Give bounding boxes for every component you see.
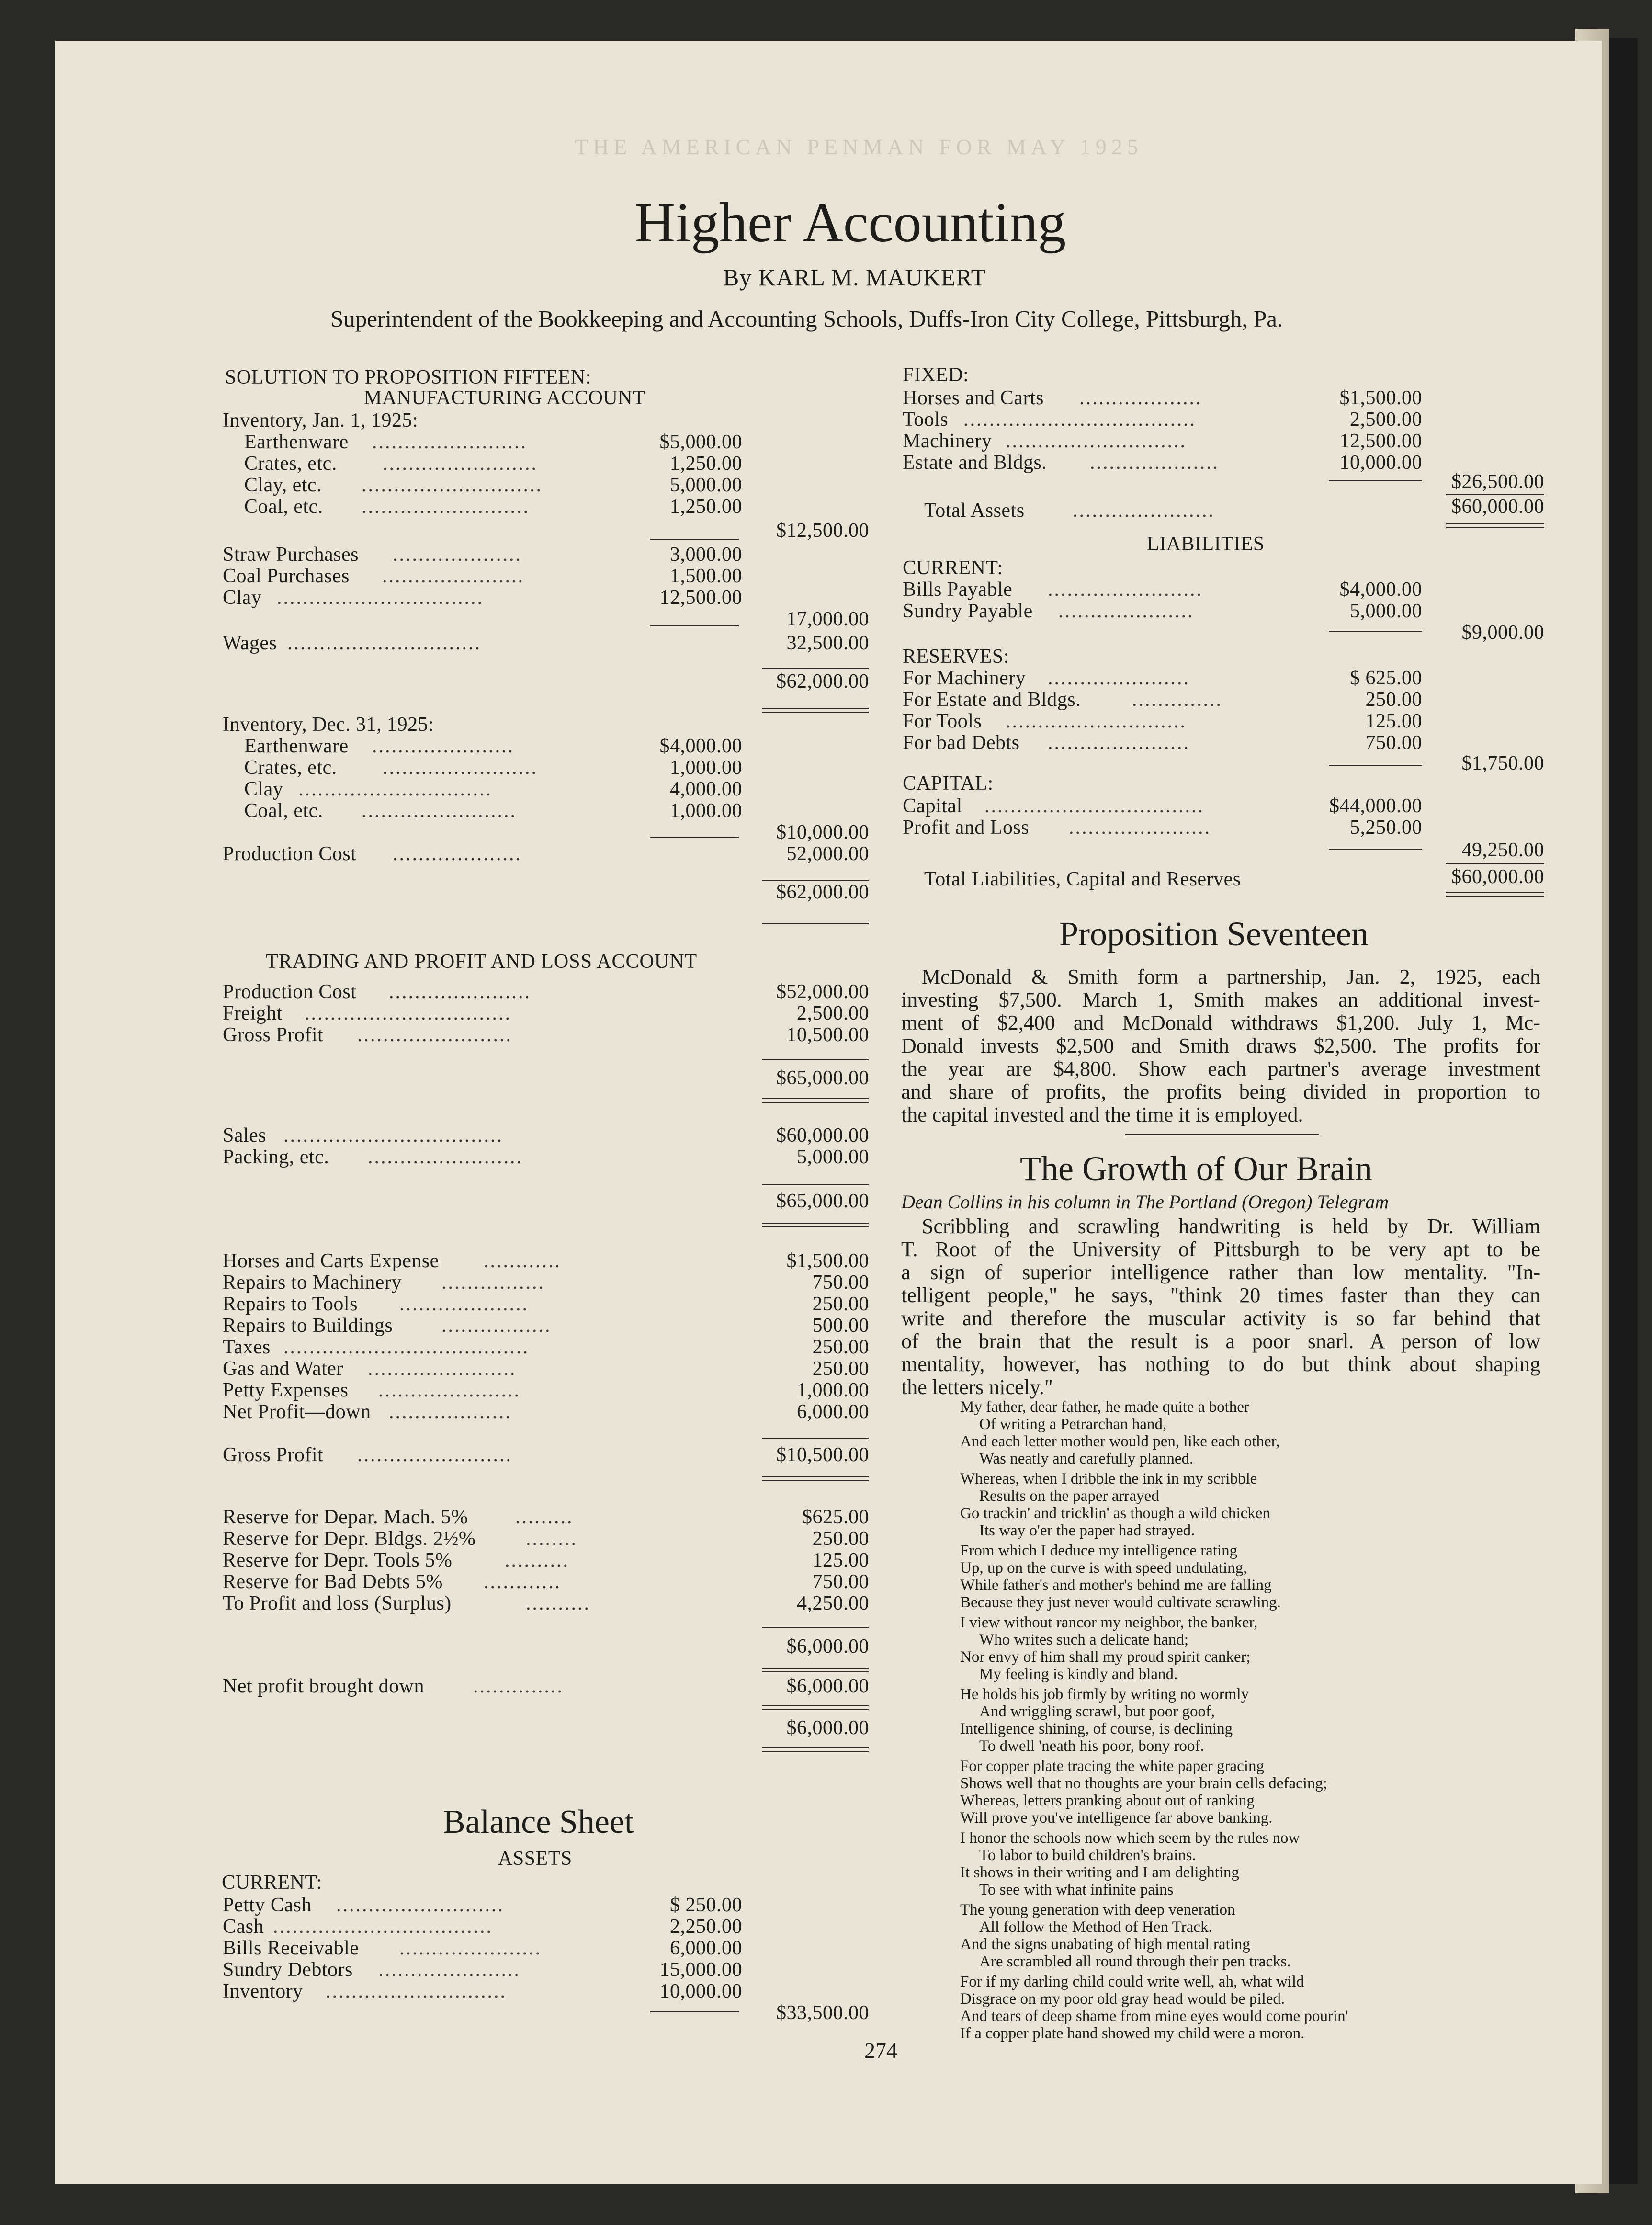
subtotal-rule <box>1329 631 1422 632</box>
ledger-label: Inventory, Jan. 1, 1925: <box>223 409 419 431</box>
ledger-label: Clay, etc. <box>244 474 322 496</box>
poem-line: All follow the Method of Hen Track. <box>979 1918 1212 1936</box>
leader-dots: ........................ <box>383 453 538 475</box>
ledger-label: Estate and Bldgs. <box>903 452 1047 474</box>
paragraph-line: Donald invests $2,500 and Smith draws $2,500. The profits for <box>901 1034 1540 1057</box>
amount-column-2: $62,000.00 <box>776 881 869 903</box>
leader-dots: ................... <box>389 1401 512 1423</box>
ledger-label: Freight <box>223 1002 283 1024</box>
poem-line: I view without rancor my neighbor, the banker, <box>960 1614 1258 1631</box>
current-liabilities-total: $9,000.00 <box>1461 622 1544 644</box>
poem-line: My feeling is kindly and bland. <box>979 1666 1178 1683</box>
subtotal-rule <box>1446 863 1544 864</box>
poem-line: Whereas, letters pranking about out of ranking <box>960 1792 1255 1809</box>
amount: 5,000.00 <box>1350 600 1422 622</box>
subtotal-rule <box>1446 494 1544 495</box>
poem-line: Disgrace on my poor old gray head would be piled. <box>960 1990 1285 2008</box>
poem-line: Of writing a Petrarchan hand, <box>979 1416 1167 1433</box>
reserves-total: $1,750.00 <box>1461 752 1544 774</box>
poem-line: Because they just never would cultivate scrawling. <box>960 1594 1281 1611</box>
leader-dots: ........ <box>526 1528 577 1550</box>
amount: 1,000.00 <box>797 1379 869 1401</box>
leader-dots: ...................... <box>378 1959 520 1981</box>
amount-column-1: 1,500.00 <box>670 565 742 587</box>
total-double-rule <box>762 1747 869 1752</box>
amount: 4,250.00 <box>797 1592 869 1614</box>
ledger-label: Inventory, Dec. 31, 1925: <box>223 714 434 736</box>
leader-dots: ........................ <box>362 800 517 822</box>
leader-dots: ..................... <box>1058 600 1194 622</box>
amount: 5,000.00 <box>797 1146 869 1168</box>
amount: 10,500.00 <box>786 1024 869 1046</box>
ledger-label: Bills Payable <box>903 579 1013 601</box>
manufacturing-heading-1: SOLUTION TO PROPOSITION FIFTEEN: <box>225 366 591 388</box>
leader-dots: ........................ <box>372 431 527 453</box>
paragraph-line: investing $7,500. March 1, Smith makes an additional invest- <box>901 988 1540 1011</box>
reserves-heading: RESERVES: <box>903 646 1009 668</box>
leader-dots: ...................... <box>1069 817 1211 839</box>
paragraph-line: McDonald & Smith form a partnership, Jan. 2, 1925, each <box>922 965 1540 988</box>
paragraph-line: write and therefore the muscular activity is so far behind that <box>901 1306 1540 1330</box>
ledger-label: Coal, etc. <box>244 496 323 518</box>
bleed-through-running-head: THE AMERICAN PENMAN FOR MAY 1925 <box>575 135 1143 159</box>
amount: 15,000.00 <box>659 1959 742 1981</box>
poem-line: If a copper plate hand showed my child were a moron. <box>960 2025 1305 2042</box>
amount: 750.00 <box>812 1571 869 1593</box>
leader-dots: ................. <box>441 1315 552 1337</box>
poem-line: And tears of deep shame from mine eyes would come pourin' <box>960 2008 1348 2025</box>
leader-dots: .................................... <box>963 409 1196 431</box>
ledger-label: Gross Profit <box>223 1024 324 1046</box>
current-assets-heading: CURRENT: <box>222 1872 322 1894</box>
subtotal-rule <box>762 1184 869 1185</box>
paragraph-line: ment of $2,400 and McDonald withdraws $1,200. July 1, Mc- <box>901 1011 1540 1034</box>
ledger-label: To Profit and loss (Surplus) <box>223 1592 452 1614</box>
leader-dots: .............. <box>1132 689 1222 711</box>
amount: $6,000.00 <box>786 1717 869 1739</box>
ledger-label: For Tools <box>903 710 982 732</box>
total-double-rule <box>762 1705 869 1710</box>
amount: 6,000.00 <box>670 1937 742 1959</box>
poem-line: Nor envy of him shall my proud spirit canker; <box>960 1648 1251 1666</box>
poem-line: I honor the schools now which seem by the rules now <box>960 1829 1300 1847</box>
poem-line: For copper plate tracing the white paper gracing <box>960 1758 1264 1775</box>
poem-line: From which I deduce my intelligence rating <box>960 1542 1238 1559</box>
ledger-label: Clay <box>244 778 283 800</box>
leader-dots: ............................ <box>1006 430 1187 452</box>
poem-line: Shows well that no thoughts are your brain cells defacing; <box>960 1775 1328 1792</box>
total-double-rule <box>762 1098 869 1103</box>
ledger-label: Gas and Water <box>223 1358 343 1380</box>
paragraph-line: of the brain that the result is a poor snarl. A person of low <box>901 1329 1540 1353</box>
ledger-label: Sundry Debtors <box>223 1959 353 1981</box>
total-double-rule <box>762 920 869 924</box>
ledger-label: Reserve for Bad Debts 5% <box>223 1571 443 1593</box>
ledger-label: Reserve for Depr. Bldgs. 2½% <box>223 1528 476 1550</box>
amount: 125.00 <box>1365 710 1422 732</box>
leader-dots: .......................... <box>336 1894 504 1916</box>
amount: $60,000.00 <box>776 1124 869 1147</box>
poem-line: Results on the paper arrayed <box>979 1487 1159 1505</box>
ledger-label: Petty Expenses <box>223 1379 349 1401</box>
amount: $65,000.00 <box>776 1067 869 1089</box>
fixed-assets-heading: FIXED: <box>903 364 969 386</box>
balance-sheet-title: Balance Sheet <box>443 1804 634 1840</box>
grand-total: $60,000.00 <box>1451 866 1544 888</box>
leader-dots: ................................ <box>277 587 484 609</box>
ledger-label: Straw Purchases <box>223 544 359 566</box>
paragraph-line: telligent people," he says, "think 20 times faster than they can <box>901 1283 1540 1307</box>
liabilities-heading: LIABILITIES <box>1147 533 1265 555</box>
amount: 500.00 <box>812 1315 869 1337</box>
brain-article-source: Dean Collins in his column in The Portland (Oregon) Telegram <box>901 1191 1389 1213</box>
subtotal-rule <box>762 880 869 881</box>
leader-dots: ............................ <box>1006 710 1187 732</box>
ledger-label: Earthenware <box>244 431 349 453</box>
subtotal-rule <box>762 1438 869 1439</box>
subtotal-rule <box>1329 849 1422 850</box>
leader-dots: ...................... <box>1048 732 1190 754</box>
poem-line: To dwell 'neath his poor, bony roof. <box>979 1737 1204 1755</box>
leader-dots: ........................ <box>1048 579 1203 601</box>
ledger-label: Packing, etc. <box>223 1146 329 1168</box>
amount-column-1: 1,250.00 <box>670 496 742 518</box>
ledger-label: Reserve for Depar. Mach. 5% <box>223 1506 468 1528</box>
amount-column-2: $62,000.00 <box>776 670 869 692</box>
ledger-label: Crates, etc. <box>244 757 337 779</box>
amount: $52,000.00 <box>776 981 869 1003</box>
ledger-label: Repairs to Tools <box>223 1293 358 1315</box>
ledger-label: Wages <box>223 632 277 654</box>
amount: 10,000.00 <box>1339 452 1422 474</box>
leader-dots: .................... <box>393 843 522 865</box>
article-title: Higher Accounting <box>634 191 1066 254</box>
amount: 250.00 <box>812 1528 869 1550</box>
poem-line: Its way o'er the paper had strayed. <box>979 1522 1195 1539</box>
amount: $ 625.00 <box>1350 667 1422 689</box>
ledger-label: Taxes <box>223 1336 271 1358</box>
book-spine-shadow <box>1609 38 1638 2184</box>
subtotal-rule <box>1329 765 1422 766</box>
subtotal-rule <box>762 1059 869 1060</box>
leader-dots: ...................................... <box>283 1336 529 1358</box>
byline: By KARL M. MAUKERT <box>723 264 986 291</box>
total-assets: $60,000.00 <box>1451 496 1544 518</box>
leader-dots: .................................. <box>984 795 1204 817</box>
poem-line: The young generation with deep veneration <box>960 1901 1235 1918</box>
poem-line: While father's and mother's behind me are falling <box>960 1577 1272 1594</box>
leader-dots: ...................... <box>372 735 514 757</box>
poem-line: Will prove you've intelligence far above banking. <box>960 1809 1273 1827</box>
amount: $10,500.00 <box>776 1444 869 1466</box>
leader-dots: ............................ <box>362 474 543 496</box>
ledger-label: Tools <box>903 409 949 431</box>
amount-column-2: 52,000.00 <box>786 843 869 865</box>
subtotal-rule <box>762 668 869 669</box>
paragraph-line: the capital invested and the time it is employed. <box>901 1103 1303 1126</box>
amount: 2,500.00 <box>1350 409 1422 431</box>
poem-line: He holds his job firmly by writing no wormly <box>960 1686 1249 1703</box>
ledger-label: Reserve for Depr. Tools 5% <box>223 1549 453 1571</box>
poem-line: And wriggling scrawl, but poor goof, <box>979 1703 1215 1720</box>
amount-column-1: 1,000.00 <box>670 757 742 779</box>
ledger-label: Bills Receivable <box>223 1937 359 1959</box>
leader-dots: ........................ <box>357 1024 512 1046</box>
ledger-label: Clay <box>223 587 262 609</box>
amount-column-1: 12,500.00 <box>659 587 742 609</box>
amount: 2,500.00 <box>797 1002 869 1024</box>
section-divider <box>1125 1134 1319 1135</box>
amount: 5,250.00 <box>1350 817 1422 839</box>
poem-line: Go trackin' and tricklin' as though a wild chicken <box>960 1505 1270 1522</box>
ledger-label: Sundry Payable <box>903 600 1033 622</box>
paragraph-line: Scribbling and scrawling handwriting is held by Dr. William <box>922 1215 1540 1238</box>
poem-line: Are scrambled all round through their pen tracks. <box>979 1953 1291 1970</box>
assets-heading: ASSETS <box>498 1848 572 1870</box>
subtotal-rule <box>650 625 739 626</box>
amount: $44,000.00 <box>1329 795 1422 817</box>
total-double-rule <box>1446 523 1544 528</box>
assets-subtotal: $33,500.00 <box>776 2002 869 2024</box>
ledger-label: Repairs to Buildings <box>223 1315 393 1337</box>
amount: 750.00 <box>812 1271 869 1294</box>
ledger-label: Net Profit—down <box>223 1401 371 1423</box>
proposition-seventeen-title: Proposition Seventeen <box>1059 915 1369 953</box>
ledger-label: For bad Debts <box>903 732 1020 754</box>
current-liabilities-heading: CURRENT: <box>903 557 1003 579</box>
amount-column-2: 17,000.00 <box>786 608 869 630</box>
total-double-rule <box>762 708 869 713</box>
author-position: Superintendent of the Bookkeeping and Accounting Schools, Duffs-Iron City College, Pittsburgh, Pa. <box>330 306 1283 332</box>
amount: 10,000.00 <box>659 1980 742 2002</box>
amount: 250.00 <box>812 1358 869 1380</box>
poem-line: To see with what infinite pains <box>979 1881 1174 1898</box>
ledger-label: Crates, etc. <box>244 453 337 475</box>
poem-line: For if my darling child could write well, ah, what wild <box>960 1973 1304 1990</box>
leader-dots: ........................ <box>368 1146 523 1168</box>
total-assets-label: Total Assets <box>924 499 1025 522</box>
leader-dots: .................... <box>1090 452 1219 474</box>
amount: $4,000.00 <box>1339 579 1422 601</box>
fixed-total: $26,500.00 <box>1451 471 1544 493</box>
amount: 750.00 <box>1365 732 1422 754</box>
subtotal-rule <box>650 2011 739 2012</box>
leader-dots: ............ <box>484 1250 561 1272</box>
total-double-rule <box>762 1223 869 1227</box>
ledger-label: Sales <box>223 1124 267 1147</box>
amount: $6,000.00 <box>786 1635 869 1657</box>
amount: 2,250.00 <box>670 1916 742 1938</box>
poem-line: Was neatly and carefully planned. <box>979 1450 1194 1467</box>
ledger-label: Production Cost <box>223 843 357 865</box>
poem-line: My father, dear father, he made quite a bother <box>960 1398 1249 1416</box>
poem-line: Up, up on the curve is with speed undulating, <box>960 1559 1247 1577</box>
leader-dots: .......... <box>526 1592 590 1614</box>
leader-dots: ............................ <box>326 1980 507 2002</box>
amount-column-1: $4,000.00 <box>659 735 742 757</box>
poem-line: It shows in their writing and I am delighting <box>960 1864 1239 1881</box>
paragraph-line: the year are $4,800. Show each partner's average investment <box>901 1057 1540 1080</box>
paragraph-line: T. Root of the University of Pittsburgh to be very apt to be <box>901 1237 1540 1261</box>
amount: $1,500.00 <box>786 1250 869 1272</box>
ledger-label: Machinery <box>903 430 992 452</box>
leader-dots: .............................. <box>298 778 492 800</box>
ledger-label: Horses and Carts <box>903 387 1044 409</box>
leader-dots: ................................ <box>305 1002 511 1024</box>
poem-line: Whereas, when I dribble the ink in my scribble <box>960 1470 1257 1487</box>
ledger-label: Production Cost <box>223 981 357 1003</box>
leader-dots: ................... <box>1079 387 1202 409</box>
amount-column-1: 5,000.00 <box>670 474 742 496</box>
amount-column-2: 32,500.00 <box>786 632 869 654</box>
leader-dots: ...................... <box>382 565 524 587</box>
paragraph-line: and share of profits, the profits being divided in proportion to <box>901 1080 1540 1103</box>
ledger-label: Inventory <box>223 1980 303 2002</box>
leader-dots: .................... <box>399 1293 529 1315</box>
leader-dots: ...................... <box>389 981 531 1003</box>
leader-dots: ........................ <box>357 1444 512 1466</box>
paragraph-line: mentality, however, has nothing to do but think about shaping <box>901 1352 1540 1376</box>
ledger-label: Petty Cash <box>223 1894 312 1916</box>
ledger-label: Cash <box>223 1916 264 1938</box>
amount: 12,500.00 <box>1339 430 1422 452</box>
ledger-label: For Machinery <box>903 667 1026 689</box>
manufacturing-heading-2: MANUFACTURING ACCOUNT <box>364 387 645 409</box>
amount: $6,000.00 <box>786 1675 869 1697</box>
trading-heading: TRADING AND PROFIT AND LOSS ACCOUNT <box>266 951 698 973</box>
subtotal-rule <box>762 1627 869 1628</box>
capital-heading: CAPITAL: <box>903 772 994 795</box>
amount-column-2: $12,500.00 <box>776 520 869 542</box>
grand-total-label: Total Liabilities, Capital and Reserves <box>924 868 1241 890</box>
amount: $625.00 <box>802 1506 869 1528</box>
brain-article-title: The Growth of Our Brain <box>1020 1149 1372 1188</box>
amount: 250.00 <box>812 1336 869 1358</box>
leader-dots: .......................... <box>362 496 530 518</box>
amount: 250.00 <box>1365 689 1422 711</box>
poem-line: Intelligence shining, of course, is declining <box>960 1720 1233 1737</box>
amount: $1,500.00 <box>1339 387 1422 409</box>
ledger-label: Earthenware <box>244 735 349 757</box>
amount: 250.00 <box>812 1293 869 1315</box>
leader-dots: .................................. <box>273 1916 493 1938</box>
leader-dots: ...................... <box>378 1379 520 1401</box>
amount-column-2: $10,000.00 <box>776 821 869 843</box>
subtotal-rule <box>650 539 739 540</box>
paragraph-line: the letters nicely." <box>901 1375 1053 1399</box>
leader-dots: .............................. <box>287 632 481 654</box>
total-double-rule <box>1446 892 1544 897</box>
ledger-label: For Estate and Bldgs. <box>903 689 1081 711</box>
ledger-label: Repairs to Machinery <box>223 1271 402 1294</box>
leader-dots: ........................ <box>383 757 538 779</box>
leader-dots: .................................. <box>283 1124 503 1147</box>
amount-column-1: 1,250.00 <box>670 453 742 475</box>
ledger-label: Coal, etc. <box>244 800 323 822</box>
total-double-rule <box>762 1668 869 1672</box>
page-number: 274 <box>864 2038 897 2063</box>
leader-dots: .............. <box>473 1675 564 1697</box>
amount-column-1: $5,000.00 <box>659 431 742 453</box>
paragraph-line: a sign of superior intelligence rather than low mentality. "In- <box>901 1260 1540 1284</box>
ledger-label: Profit and Loss <box>903 817 1030 839</box>
ledger-label: Net profit brought down <box>223 1675 424 1697</box>
subtotal-rule <box>650 837 739 838</box>
poem-line: Who writes such a delicate hand; <box>979 1631 1189 1648</box>
amount-column-1: 1,000.00 <box>670 800 742 822</box>
leader-dots: ............ <box>484 1571 561 1593</box>
capital-total: 49,250.00 <box>1461 839 1544 861</box>
leader-dots: ...................... <box>399 1937 542 1959</box>
leader-dots: ....................... <box>368 1358 517 1380</box>
poem-line: And the signs unabating of high mental rating <box>960 1936 1250 1953</box>
ledger-label: Horses and Carts Expense <box>223 1250 439 1272</box>
amount: $ 250.00 <box>670 1894 742 1916</box>
ledger-label: Gross Profit <box>223 1444 324 1466</box>
amount: 6,000.00 <box>797 1401 869 1423</box>
leader-dots: ................ <box>441 1271 545 1294</box>
leader-dots: ......... <box>515 1506 574 1528</box>
amount-column-1: 4,000.00 <box>670 778 742 800</box>
amount: 125.00 <box>812 1549 869 1571</box>
leader-dots: .......... <box>505 1549 569 1571</box>
total-double-rule <box>762 1476 869 1481</box>
subtotal-rule <box>1329 480 1422 481</box>
poem-line: To labor to build children's brains. <box>979 1847 1196 1864</box>
amount-column-1: 3,000.00 <box>670 544 742 566</box>
amount: $65,000.00 <box>776 1190 869 1212</box>
leader-dots: .................... <box>393 544 522 566</box>
poem-line: And each letter mother would pen, like each other, <box>960 1433 1280 1450</box>
ledger-label: Capital <box>903 795 962 817</box>
leader-dots: ...................... <box>1048 667 1190 689</box>
leader-dots: ...................... <box>1073 499 1215 522</box>
ledger-label: Coal Purchases <box>223 565 350 587</box>
